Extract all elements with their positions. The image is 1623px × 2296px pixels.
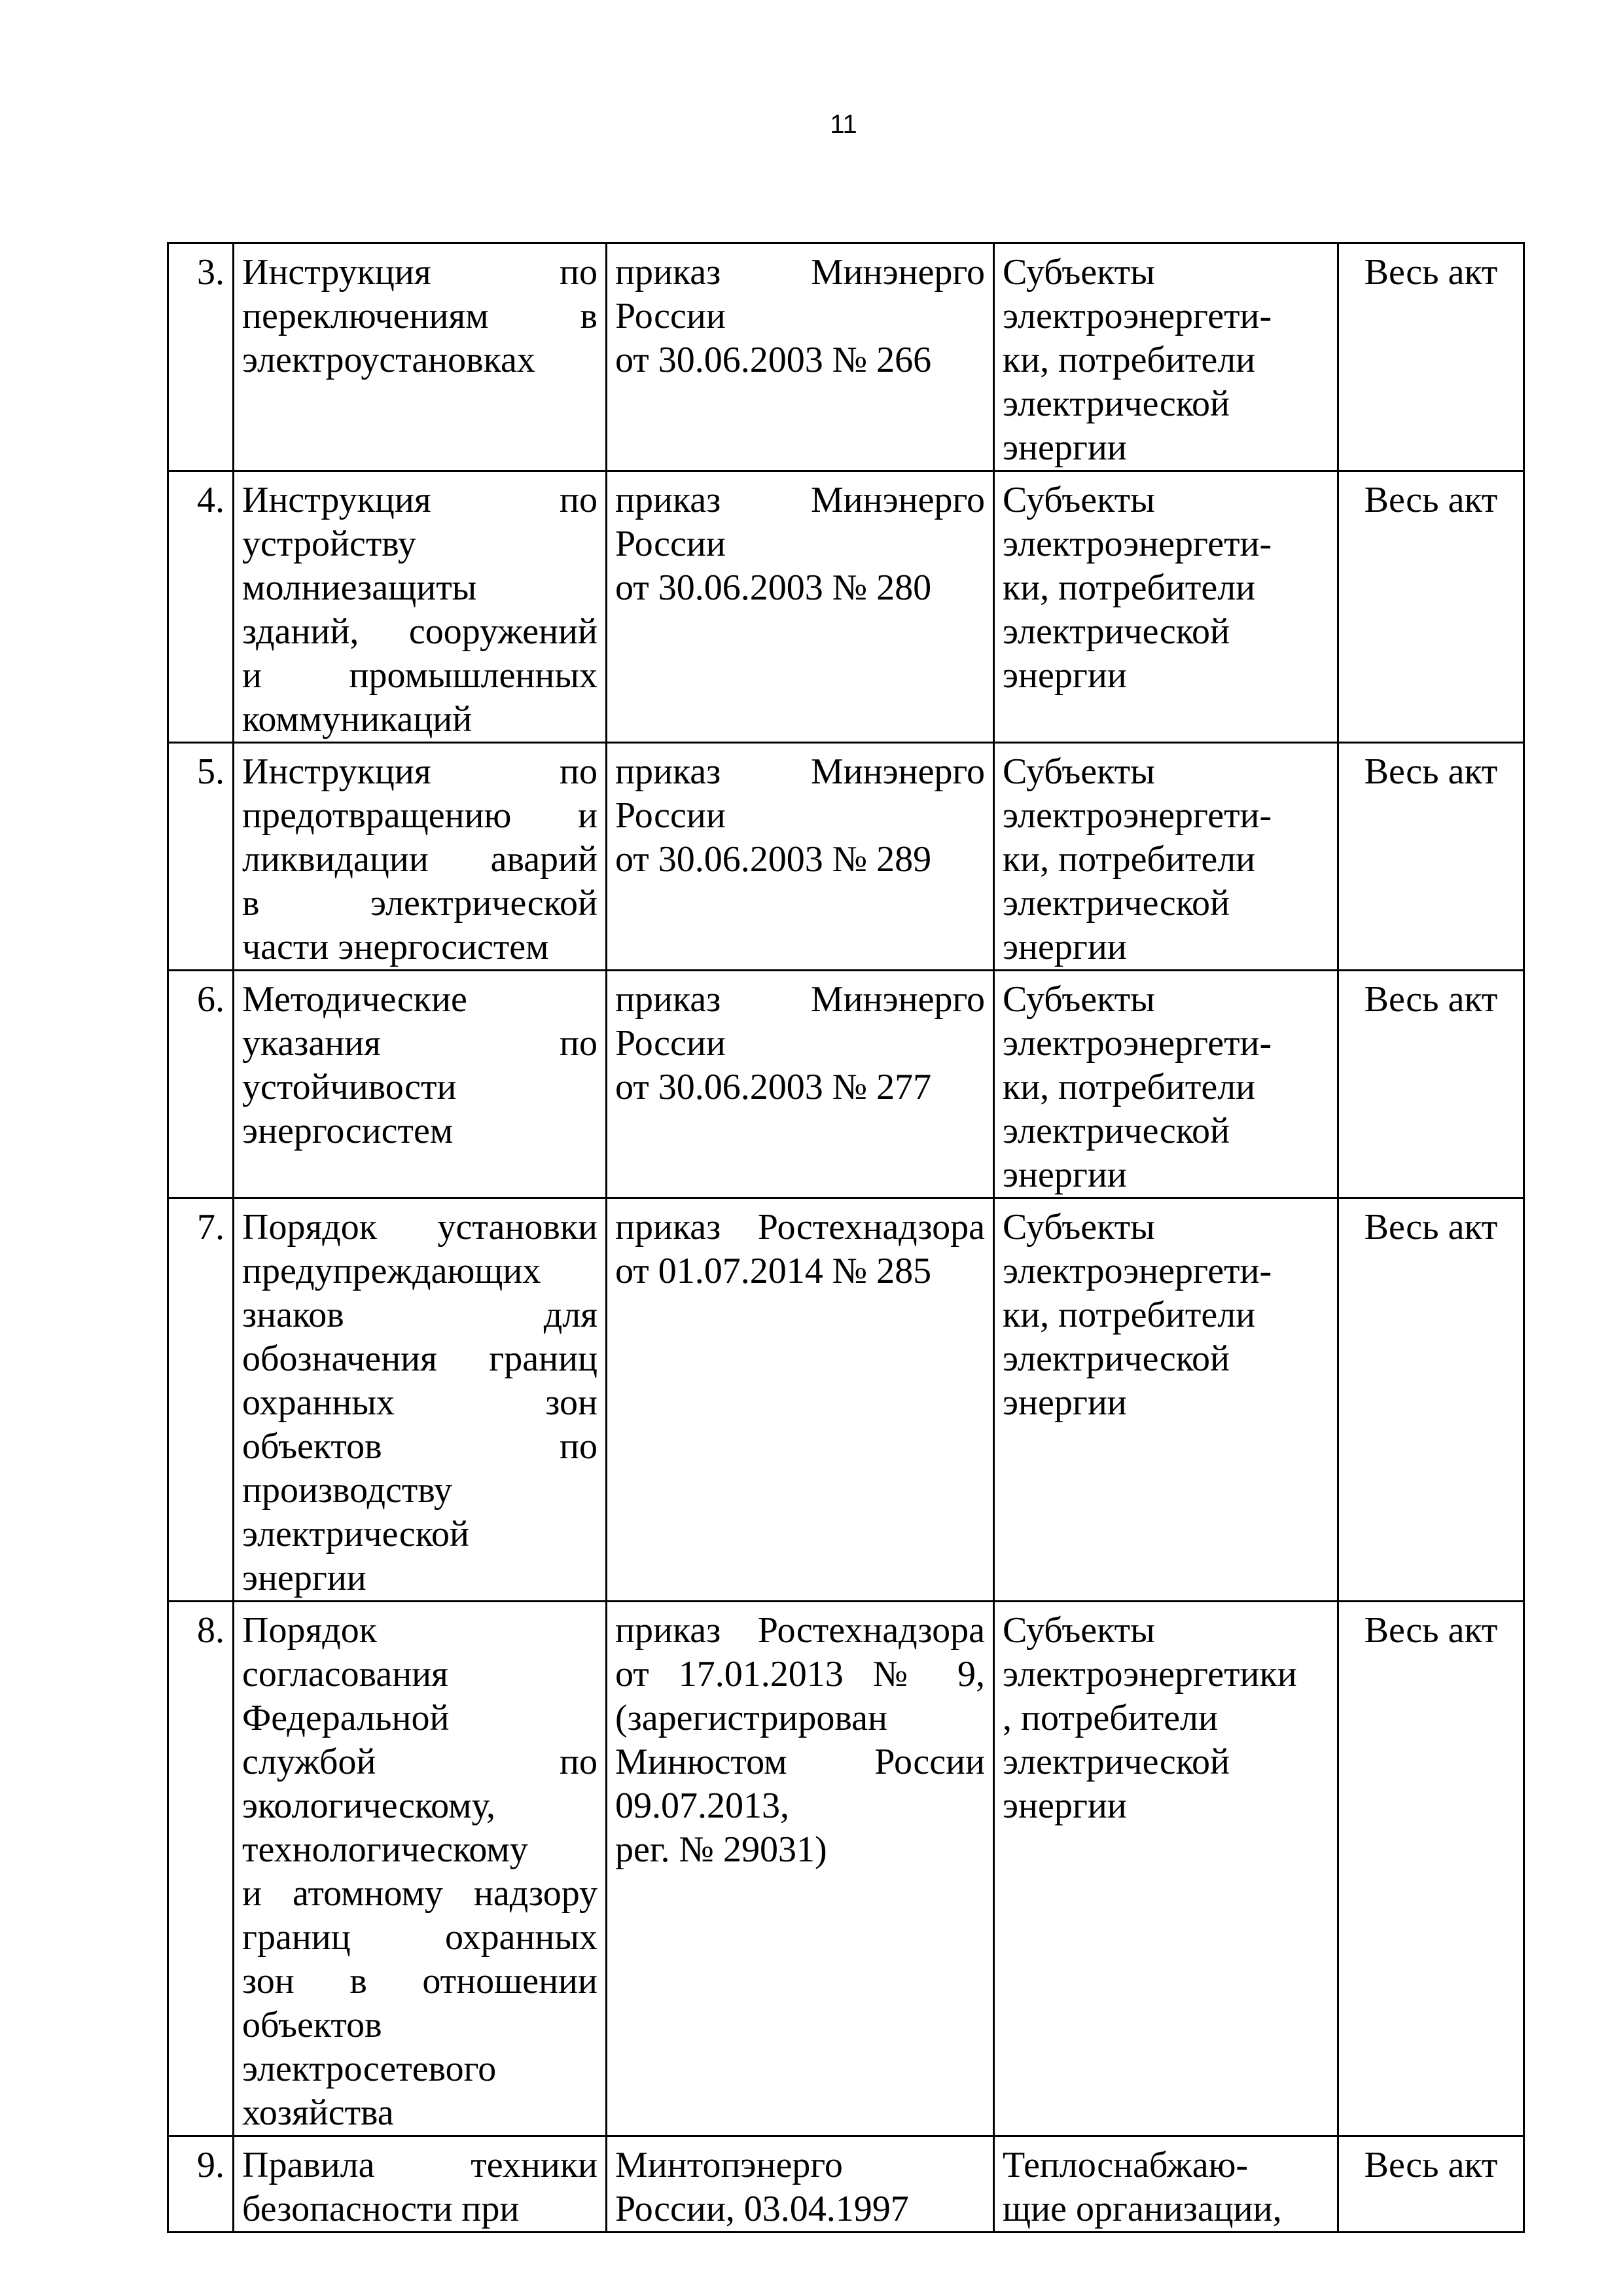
act-name-line: коммуникаций [242,699,473,740]
act-name-line: Правила техники [242,2145,597,2185]
applicable-subjects-line: энергии [1003,427,1127,468]
act-name-line: охранных зон [242,1382,597,1423]
regulatory-acts-table [167,242,1525,2233]
application-scope: Весь акт [1338,1602,1524,2136]
approving-document-line: России [615,795,726,836]
act-name-line: энергосистем [242,1111,454,1151]
applicable-subjects-line: электрической [1003,883,1230,924]
approving-document-line: (зарегистрирован [615,1698,887,1738]
applicable-subjects-line: ки, потребители [1003,1295,1256,1335]
act-name-line: Порядок установки [242,1207,597,1247]
act-name-line: части энергосистем [242,927,549,967]
approving-document-line: от 01.07.2014 № 285 [615,1251,932,1291]
table-row [168,2136,1524,2233]
row-number: 3. [168,243,234,471]
applicable-subjects-line: электрической [1003,1338,1230,1379]
applicable-subjects-line: ки, потребители [1003,839,1256,880]
approving-document [607,2136,994,2233]
applicable-subjects-line: ки, потребители [1003,1067,1256,1107]
act-name-line: предупреждающих [242,1251,541,1291]
approving-document-line: Минюстом России [615,1742,985,1782]
approving-document [607,471,994,743]
act-name-line: согласования [242,1654,448,1695]
table-row [168,1602,1524,2136]
act-name-line: устойчивости [242,1067,457,1107]
applicable-subjects [994,243,1338,471]
applicable-subjects-line: электроэнергети- [1003,524,1272,564]
act-name-line: знаков для [242,1295,597,1335]
applicable-subjects-line: электрической [1003,1111,1230,1151]
approving-document-line: приказ Ростехнадзора [615,1610,985,1651]
approving-document-line: от 17.01.2013 № 9, [615,1654,985,1695]
applicable-subjects-line: электроэнергети- [1003,1251,1272,1291]
applicable-subjects-line: Субъекты [1003,252,1155,293]
row-number: 5. [168,743,234,971]
act-name-line: технологическому [242,1829,528,1870]
approving-document-line: от 30.06.2003 № 280 [615,567,932,608]
act-name [234,743,607,971]
applicable-subjects-line: Субъекты [1003,480,1155,520]
application-scope: Весь акт [1338,743,1524,971]
approving-document-line: приказ Ростехнадзора [615,1207,985,1247]
act-name-line: службой по [242,1742,597,1782]
applicable-subjects-line: электрической [1003,384,1230,424]
applicable-subjects-line: энергии [1003,1155,1127,1195]
table-row [168,971,1524,1198]
applicable-subjects-line: , потребители [1003,1698,1218,1738]
applicable-subjects-line: ки, потребители [1003,340,1256,380]
applicable-subjects-line: Субъекты [1003,979,1155,1020]
approving-document [607,1602,994,2136]
act-name-line: Порядок [242,1610,377,1651]
approving-document [607,243,994,471]
act-name-line: молниезащиты [242,567,477,608]
applicable-subjects-line: энергии [1003,655,1127,696]
act-name-line: Инструкция по [242,480,597,520]
application-scope: Весь акт [1338,971,1524,1198]
table-row [168,471,1524,743]
acts-table-body [168,243,1524,2233]
applicable-subjects-line: ки, потребители [1003,567,1256,608]
applicable-subjects [994,743,1338,971]
act-name-line: электроустановках [242,340,535,380]
page-number: 11 [830,110,857,139]
act-name-line: зон в отношении [242,1961,597,2001]
approving-document [607,743,994,971]
applicable-subjects-line: энергии [1003,1382,1127,1423]
act-name-line: обозначения границ [242,1338,597,1379]
act-name-line: электрической [242,1514,470,1554]
applicable-subjects-line: энергии [1003,927,1127,967]
act-name-line: в электрической [242,883,597,924]
act-name-line: зданий, сооружений [242,611,597,652]
approving-document-line: рег. № 29031) [615,1829,827,1870]
act-name-line: устройству [242,524,416,564]
applicable-subjects [994,2136,1338,2233]
act-name [234,2136,607,2233]
act-name-line: объектов [242,2005,382,2045]
row-number: 9. [168,2136,234,2233]
act-name-line: энергии [242,1558,366,1598]
applicable-subjects-line: щие организации, [1003,2189,1282,2229]
act-name-line: безопасности при [242,2189,520,2229]
applicable-subjects [994,1602,1338,2136]
act-name [234,243,607,471]
applicable-subjects-line: энергии [1003,1785,1127,1826]
table-row [168,243,1524,471]
act-name [234,471,607,743]
act-name-line: хозяйства [242,2092,394,2133]
act-name-line: экологическому, [242,1785,495,1826]
application-scope: Весь акт [1338,1198,1524,1602]
approving-document [607,1198,994,1602]
approving-document-line: России [615,524,726,564]
applicable-subjects [994,1198,1338,1602]
approving-document [607,971,994,1198]
approving-document-line: от 30.06.2003 № 277 [615,1067,932,1107]
row-number: 8. [168,1602,234,2136]
approving-document-line: от 30.06.2003 № 266 [615,340,932,380]
applicable-subjects-line: электроэнергети- [1003,795,1272,836]
approving-document-line: 09.07.2013, [615,1785,789,1826]
applicable-subjects [994,971,1338,1198]
applicable-subjects-line: Теплоснабжаю- [1003,2145,1249,2185]
act-name-line: Федеральной [242,1698,450,1738]
act-name-line: Инструкция по [242,252,597,293]
approving-document-line: России, 03.04.1997 [615,2189,909,2229]
act-name-line: границ охранных [242,1917,597,1958]
approving-document-line: приказ Минэнерго [615,252,985,293]
act-name-line: переключениям в [242,296,597,336]
act-name-line: Методические [242,979,467,1020]
act-name [234,1198,607,1602]
application-scope: Весь акт [1338,471,1524,743]
act-name [234,1602,607,2136]
row-number: 4. [168,471,234,743]
applicable-subjects-line: электроэнергети- [1003,1023,1272,1064]
act-name-line: производству [242,1470,452,1511]
table-row [168,743,1524,971]
applicable-subjects [994,471,1338,743]
act-name-line: электросетевого [242,2049,497,2089]
applicable-subjects-line: электрической [1003,611,1230,652]
table-row [168,1198,1524,1602]
approving-document-line: приказ Минэнерго [615,979,985,1020]
applicable-subjects-line: Субъекты [1003,1610,1155,1651]
act-name-line: и атомному надзору [242,1873,597,1914]
applicable-subjects-line: электроэнергетики [1003,1654,1297,1695]
application-scope: Весь акт [1338,243,1524,471]
act-name-line: Инструкция по [242,751,597,792]
applicable-subjects-line: Субъекты [1003,751,1155,792]
applicable-subjects-line: Субъекты [1003,1207,1155,1247]
approving-document-line: от 30.06.2003 № 289 [615,839,932,880]
applicable-subjects-line: электрической [1003,1742,1230,1782]
application-scope: Весь акт [1338,2136,1524,2233]
row-number: 6. [168,971,234,1198]
approving-document-line: России [615,1023,726,1064]
row-number: 7. [168,1198,234,1602]
approving-document-line: России [615,296,726,336]
act-name [234,971,607,1198]
approving-document-line: Минтопэнерго [615,2145,843,2185]
act-name-line: указания по [242,1023,597,1064]
act-name-line: ликвидации аварий [242,839,597,880]
act-name-line: объектов по [242,1426,597,1467]
act-name-line: и промышленных [242,655,597,696]
applicable-subjects-line: электроэнергети- [1003,296,1272,336]
approving-document-line: приказ Минэнерго [615,480,985,520]
act-name-line: предотвращению и [242,795,597,836]
approving-document-line: приказ Минэнерго [615,751,985,792]
